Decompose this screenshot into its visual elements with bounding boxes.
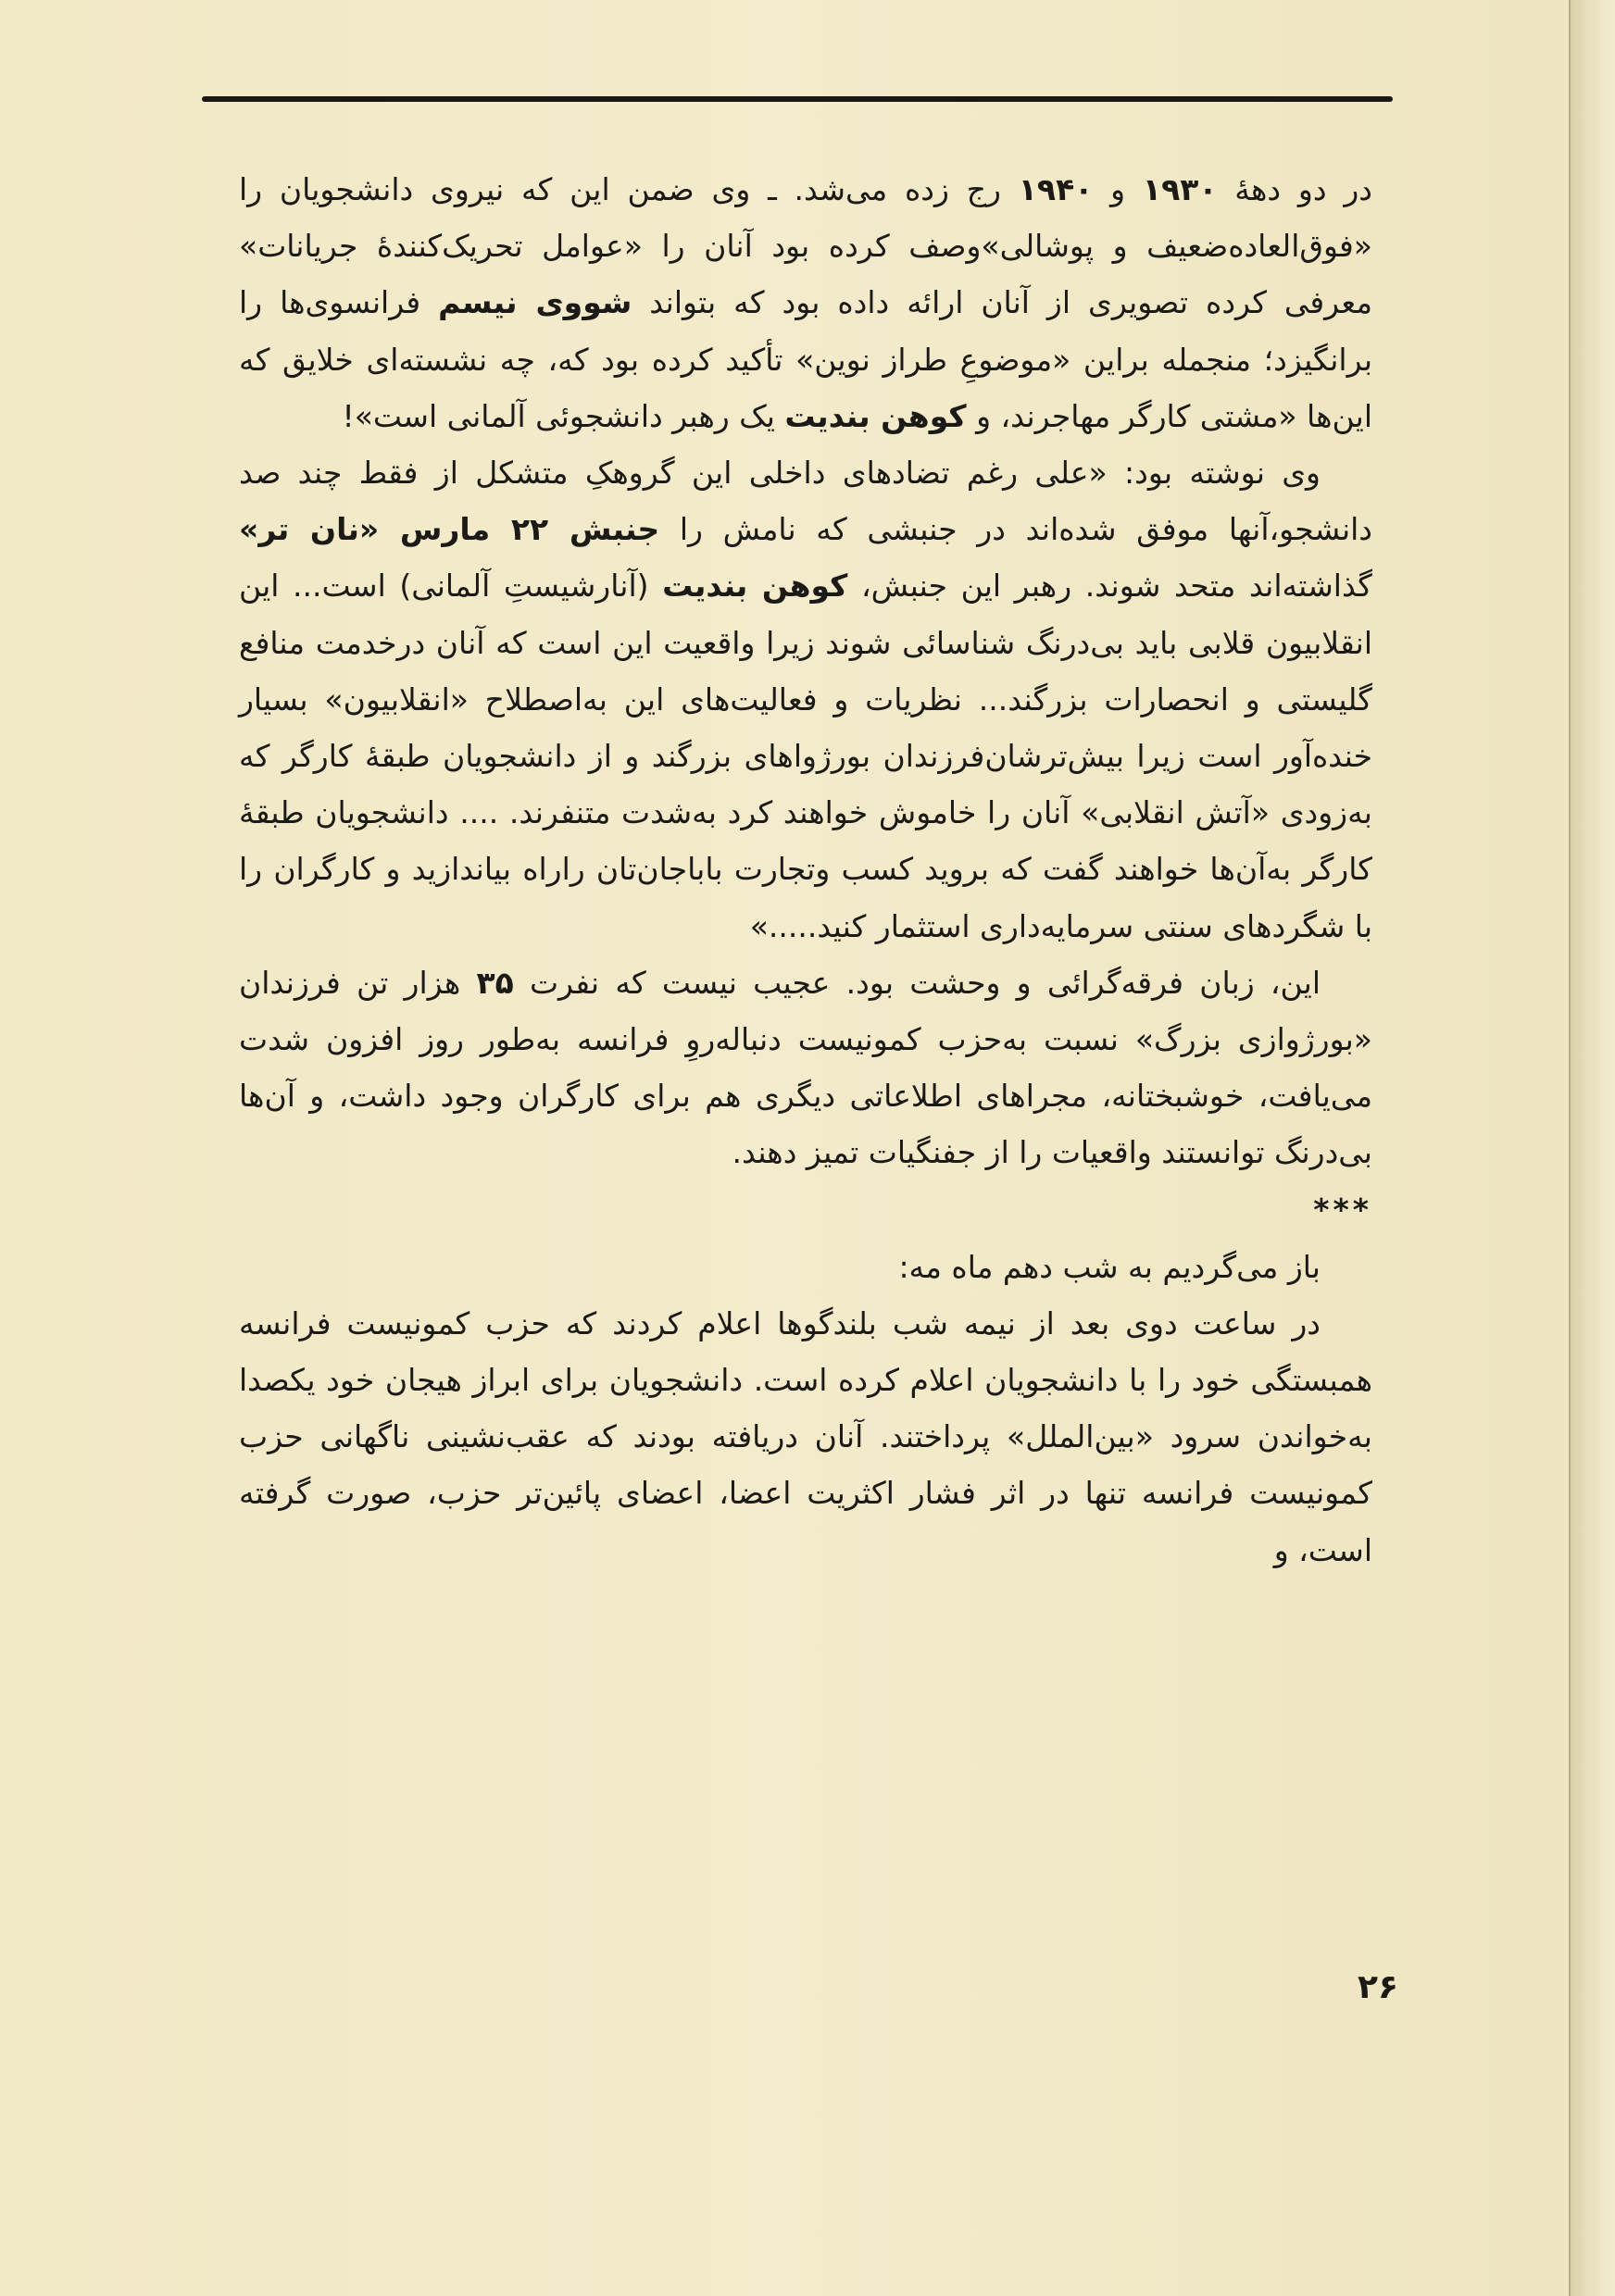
paragraph-text: این، زبان فرقه‌گرائی و وحشت بود. عجیب نیست که نفرت: [513, 964, 1321, 1001]
bold-text: کوهن بندیت: [784, 397, 967, 434]
paragraph: [239, 444, 1372, 955]
page-edge: [1569, 0, 1615, 2296]
paragraph-text: رج زده می‌شد. ـ وی ضمن این که نیروی دانشجویان را «فوق‌العاده‌ضعیف و پوشالی»وصف کرده بود آنان را «عوامل تحریک‌کنندهٔ جریانات» معرفی کرده تصویری از آنان ارائه داده بود که بتواند: [239, 171, 1372, 321]
top-rule: [202, 96, 1393, 102]
bold-text: شووی نیسم: [438, 284, 632, 321]
paragraph-text: در ساعت دوی بعد از نیمه شب بلندگوها اعلام کردند که حزب کمونیست فرانسه همبستگی خود را با دانشجویان اعلام کرده است. دانشجویان برای ابراز هیجان خود یکصدا به‌خواندن سرود «بین‌الملل» پرداختند. آنان دریافته بودند که عقب‌نشینی ناگهانی حزب کمونیست فرانسه تنها در اثر فشار اکثریت اعضا، اعضای پائین‌تر حزب، صورت گرفته است، و: [239, 1304, 1372, 1568]
paragraph-text: در دو دههٔ: [1217, 171, 1372, 207]
paragraph-text: وی نوشته بود: «علی رغم تضادهای داخلی این گروهکِ متشکل از فقط چند صد دانشجو،آنها موفق شده‌اند در جنبشی که نامش را: [239, 455, 1372, 548]
paragraph: [239, 161, 1372, 444]
bold-text: ۱۹۴۰: [1018, 171, 1094, 207]
paragraph-text: و: [1093, 171, 1143, 207]
bold-text: ۱۹۳۰: [1142, 171, 1218, 207]
paragraph-text: باز می‌گردیم به شب دهم ماه مه:: [898, 1248, 1321, 1285]
section-separator: ***: [1313, 1191, 1372, 1228]
paragraph: [239, 955, 1372, 1181]
paragraph-text: فرانسوی‌ها را برانگیزد؛ منجمله براین «موضوعِ طراز نوین» تأکید کرده بود که، چه نشسته‌ای خلایق که این‌ها «مشتی کارگر مهاجرند، و: [239, 284, 1372, 434]
paragraph-text: یک رهبر دانشجوئی آلمانی است»!: [342, 397, 785, 434]
bold-text: کوهن بندیت: [662, 568, 848, 605]
paragraph: [239, 1295, 1372, 1578]
paragraph-text: هزار تن فرزندان «بورژوازی بزرگ» نسبت به‌حزب کمونیست دنباله‌روِ فرانسه به‌طور روز افزون شدت می‌یافت، خوشبختانه، مجراهای اطلاعاتی دیگری هم برای کارگران وجود داشت، و آن‌ها بی‌درنگ توانستند واقعیات را از جفنگیات تمیز دهند.: [239, 964, 1372, 1171]
text-body: [239, 161, 1372, 1578]
bold-text: ۳۵: [476, 964, 514, 1001]
paragraph-text: (آنارشیستِ آلمانی) است... این انقلابیون قلابی باید بی‌درنگ شناسائی شوند زیرا واقعیت این است که آنان درخدمت منافع گلیستی و انحصارات بزرگند... نظریات و فعالیت‌های این به‌اصطلاح «انقلابیون» بسیار خنده‌آور است زیرا بیش‌ترشان‌فرزندان بورژواهای بزرگند و از دانشجویان طبقهٔ کارگر که به‌زودی «آتش انقلابی» آنان را خاموش خواهند کرد به‌شدت متنفرند. .... دانشجویان طبقهٔ کارگر به‌آن‌ها خواهند گفت که بروید کسب وتجارت باباجان‌تان راراه بیاندازید و کارگران را با شگردهای سنتی سرمایه‌داری استثمار کنید.....»: [239, 568, 1372, 944]
paragraph: [239, 1239, 1372, 1295]
bold-text: جنبش ۲۲ مارس «نان تر»: [239, 511, 660, 548]
page-number: ۲۶: [1358, 1968, 1398, 2006]
paragraph-text: گذاشته‌اند متحد شوند. رهبر این جنبش،: [847, 568, 1372, 605]
